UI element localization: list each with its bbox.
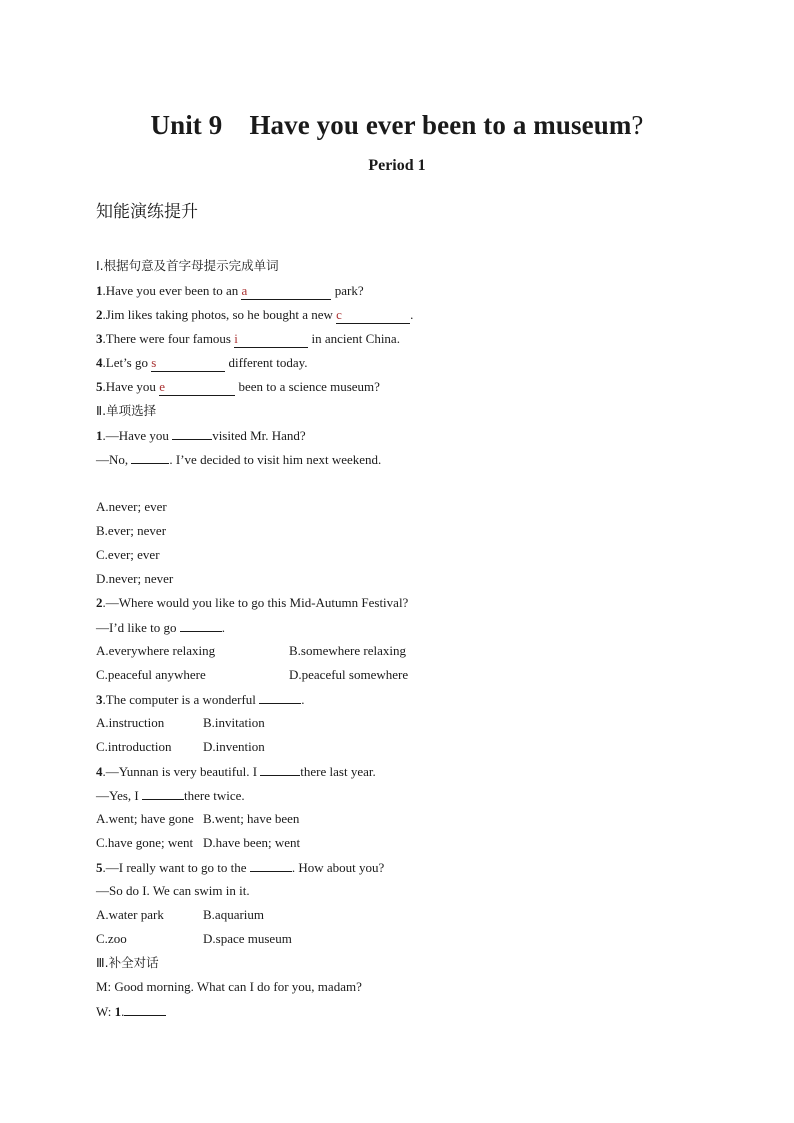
option-a[interactable]: A.water park: [96, 907, 164, 922]
option-c[interactable]: C.introduction: [96, 739, 172, 754]
question-text: —No,: [96, 452, 132, 467]
answer-blank[interactable]: [259, 691, 301, 704]
mc-question-5: [96, 859, 384, 876]
item-number: 4: [96, 355, 103, 370]
option-b[interactable]: B.somewhere relaxing: [289, 643, 406, 658]
item-text: .: [121, 1004, 125, 1019]
option-a[interactable]: A.instruction: [96, 715, 165, 730]
mc-question-1-reply: [96, 451, 381, 468]
item-text: .Let’s go: [102, 355, 152, 370]
question-text: —Yes, I: [96, 788, 142, 803]
option-b[interactable]: B.ever; never: [96, 523, 167, 538]
question-text: visited Mr. Hand?: [212, 428, 306, 443]
answer-blank[interactable]: [260, 763, 300, 776]
fill-item-2: [96, 307, 413, 324]
option-a[interactable]: A.never; ever: [96, 499, 167, 514]
section-subtitle: 知能演练提升: [96, 202, 198, 222]
question-text: —I’d like to go: [96, 620, 180, 635]
question-text: there last year.: [300, 764, 376, 779]
answer-blank[interactable]: [241, 283, 331, 300]
dialogue-line-m: M: Good morning. What can I do for you, madam?: [96, 979, 362, 994]
mc-question-5-reply: —So do I. We can swim in it.: [96, 883, 250, 898]
option-a[interactable]: A.went; have gone: [96, 811, 194, 826]
item-text: .: [410, 307, 414, 322]
item-text: .Have you: [102, 379, 160, 394]
speaker-label: W:: [96, 1004, 115, 1019]
option-d[interactable]: D.peaceful somewhere: [289, 667, 409, 682]
mc-question-2-reply: [96, 619, 225, 636]
question-text: .: [301, 692, 305, 707]
title-text: Unit 9 Have you ever been to a museum: [150, 110, 632, 140]
hint-letter: s: [151, 355, 157, 370]
option-d[interactable]: D.never; never: [96, 571, 174, 586]
answer-blank[interactable]: [336, 307, 410, 324]
option-d[interactable]: D.space museum: [203, 931, 292, 946]
item-number: 1: [96, 283, 103, 298]
answer-blank[interactable]: [151, 355, 225, 372]
question-text: .—Have you: [102, 428, 173, 443]
answer-blank[interactable]: [131, 451, 169, 464]
question-text: .—I really want to go to the: [102, 860, 250, 875]
mc-question-1: [96, 427, 306, 444]
mc-question-3: [96, 691, 304, 708]
item-number: 1: [114, 1004, 122, 1019]
item-number: 2: [96, 307, 103, 322]
section1-heading: Ⅰ.根据句意及首字母提示完成单词: [96, 258, 279, 273]
fill-item-4: [96, 355, 308, 372]
dialogue-line-w: [96, 1003, 166, 1020]
option-b[interactable]: B.invitation: [203, 715, 265, 730]
question-text: .The computer is a wonderful: [102, 692, 260, 707]
option-c[interactable]: C.ever; ever: [96, 547, 160, 562]
section3-heading: Ⅲ.补全对话: [96, 955, 159, 970]
question-text: . I’ve decided to visit him next weekend.: [169, 452, 382, 467]
item-text: .Jim likes taking photos, so he bought a new: [102, 307, 337, 322]
answer-blank[interactable]: [172, 427, 212, 440]
answer-blank[interactable]: [234, 331, 308, 348]
question-text: .: [221, 620, 226, 635]
hint-letter: e: [159, 379, 165, 394]
question-text: . How about you?: [291, 860, 385, 875]
item-text: in ancient China.: [308, 331, 400, 346]
question-text: there twice.: [184, 788, 245, 803]
hint-letter: i: [234, 331, 238, 346]
option-d[interactable]: D.have been; went: [203, 835, 301, 850]
item-text: different today.: [225, 355, 308, 370]
mc-question-4-reply: [96, 787, 245, 804]
option-c[interactable]: C.have gone; went: [96, 835, 194, 850]
answer-blank[interactable]: [180, 619, 222, 632]
hint-letter: a: [241, 283, 248, 298]
item-text: been to a science museum?: [235, 379, 380, 394]
item-number: 4: [96, 764, 103, 779]
page-title: [0, 103, 794, 142]
question-text: .—Where would you like to go this Mid-Autumn Festival?: [102, 595, 409, 610]
item-number: 5: [96, 860, 103, 875]
fill-item-1: [96, 283, 364, 300]
mc-question-4: [96, 763, 376, 780]
fill-item-5: [96, 379, 380, 396]
period-label: Period 1: [368, 157, 426, 174]
item-text: .Have you ever been to an: [102, 283, 242, 298]
option-a[interactable]: A.everywhere relaxing: [96, 643, 216, 658]
item-text: park?: [331, 283, 364, 298]
mc-question-2: [96, 595, 408, 611]
fill-item-3: [96, 331, 400, 348]
item-text: .There were four famous: [102, 331, 235, 346]
option-b[interactable]: B.went; have been: [203, 811, 300, 826]
section2-heading: Ⅱ.单项选择: [96, 403, 157, 418]
item-number: 3: [96, 692, 103, 707]
item-number: 2: [96, 595, 103, 610]
answer-blank[interactable]: [250, 859, 292, 872]
option-b[interactable]: B.aquarium: [203, 907, 265, 922]
title-question-mark: ?: [631, 110, 644, 140]
item-number: 5: [96, 379, 103, 394]
answer-blank[interactable]: [159, 379, 235, 396]
item-number: 3: [96, 331, 103, 346]
option-c[interactable]: C.peaceful anywhere: [96, 667, 206, 682]
item-number: 1: [96, 428, 103, 443]
answer-blank[interactable]: [142, 787, 184, 800]
option-d[interactable]: D.invention: [203, 739, 265, 754]
option-c[interactable]: C.zoo: [96, 931, 127, 946]
answer-blank[interactable]: [124, 1003, 166, 1016]
hint-letter: c: [336, 307, 342, 322]
question-text: .—Yunnan is very beautiful. I: [102, 764, 261, 779]
